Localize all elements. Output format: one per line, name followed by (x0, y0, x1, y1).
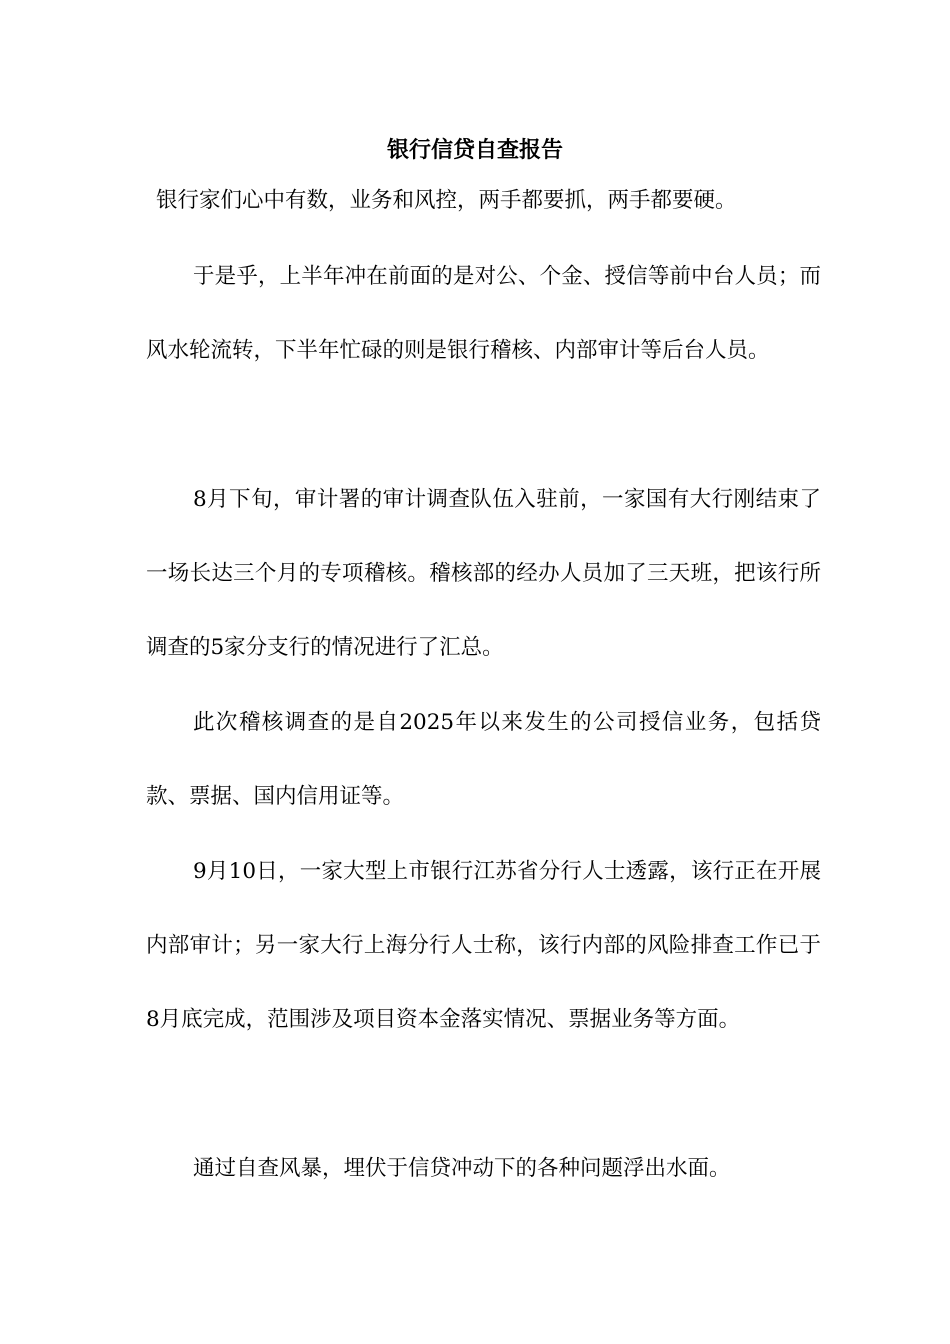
paragraph-4: 此次稽核调查的是自2025年以来发生的公司授信业务，包括贷款、票据、国内信用证等。 (146, 710, 821, 809)
paragraph-6: 通过自查风暴，埋伏于信贷冲动下的各种问题浮出水面。 (193, 1156, 731, 1181)
document-title: 银行信贷自查报告 (386, 138, 563, 163)
paragraph-2: 于是乎，上半年冲在前面的是对公、个金、授信等前中台人员；而风水轮流转，下半年忙碌的则是银行稽核、内部审计等后台人员。 (146, 264, 821, 363)
paragraph-5: 9月10日，一家大型上市银行江苏省分行人士透露，该行正在开展内部审计；另一家大行上海分行人士称，该行内部的风险排查工作已于8月底完成，范围涉及项目资本金落实情况、票据业务等方面。 (146, 859, 821, 1032)
paragraph-1: 银行家们心中有数，业务和风控，两手都要抓，两手都要硬。 (156, 188, 737, 213)
paragraph-3: 8月下旬，审计署的审计调查队伍入驻前，一家国有大行刚结束了一场长达三个月的专项稽核。稽核部的经办人员加了三天班，把该行所调查的5家分支行的情况进行了汇总。 (146, 487, 821, 660)
